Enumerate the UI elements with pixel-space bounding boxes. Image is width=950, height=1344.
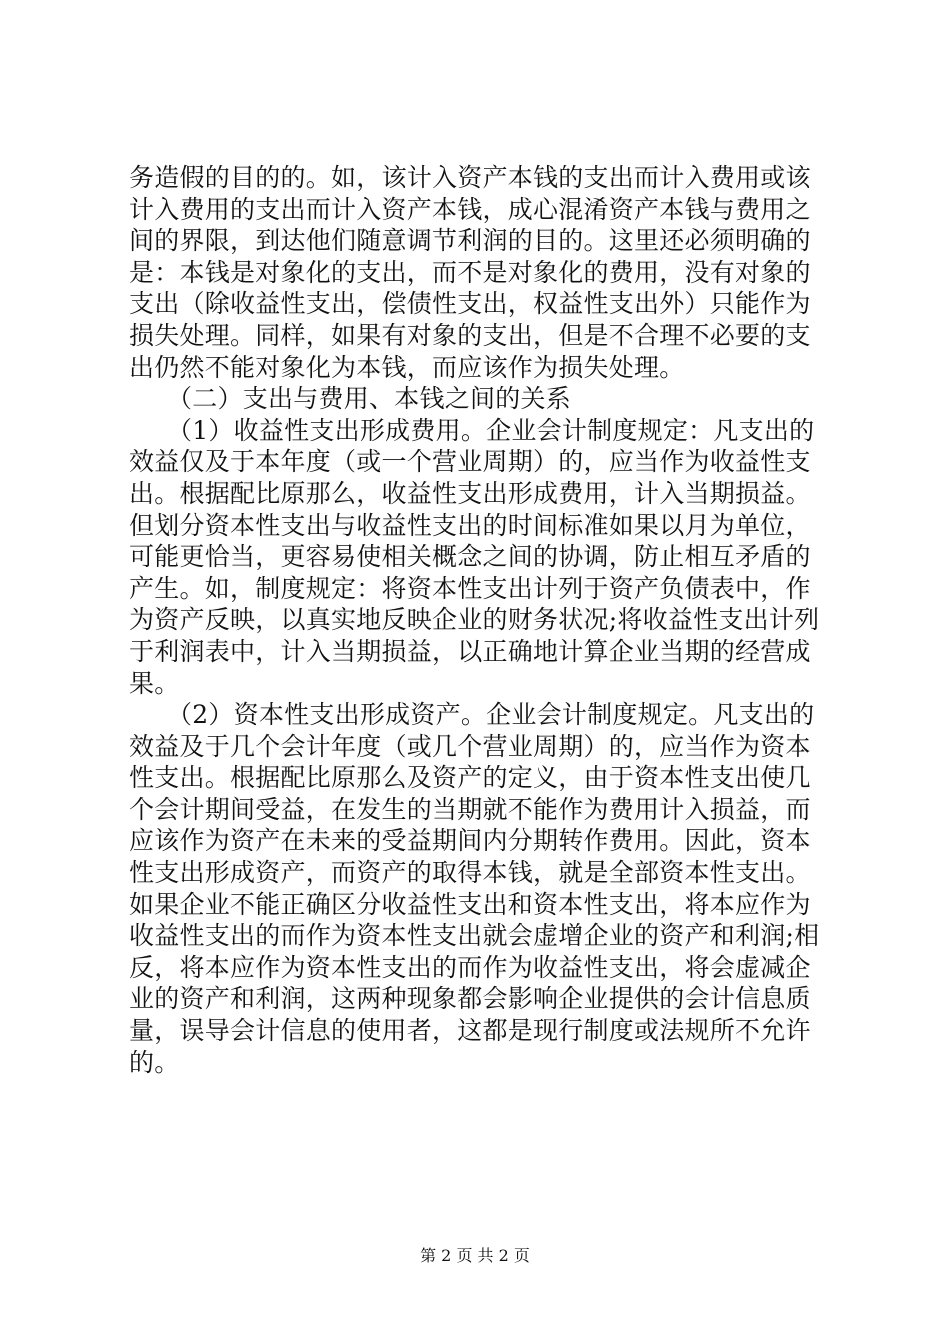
- text-line: 可能更恰当，更容易使相关概念之间的协调，防止相互矛盾的: [129, 542, 811, 572]
- text-line: 效益仅及于本年度（或一个营业周期）的，应当作为收益性支: [129, 447, 811, 477]
- text-line: 为资产反映，以真实地反映企业的财务状况;将收益性支出计列: [129, 605, 820, 635]
- section-heading: （二）支出与费用、本钱之间的关系: [129, 384, 572, 414]
- text-line: 量，误导会计信息的使用者，这都是现行制度或法规所不允许: [129, 1016, 811, 1046]
- text-line: 个会计期间受益，在发生的当期就不能作为费用计入损益，而: [129, 794, 811, 824]
- text-line: 出。根据配比原那么，收益性支出形成费用，计入当期损益。: [129, 478, 811, 508]
- text-line: 收益性支出的而作为资本性支出就会虚增企业的资产和利润;相: [129, 921, 820, 951]
- text-line: 业的资产和利润，这两种现象都会影响企业提供的会计信息质: [129, 984, 811, 1014]
- text-line: 损失处理。同样，如果有对象的支出，但是不合理不必要的支: [129, 320, 811, 350]
- text-line: 产生。如，制度规定：将资本性支出计列于资产负债表中，作: [129, 573, 811, 603]
- page-number: 第 2 页 共 2 页: [420, 1246, 530, 1265]
- body-text: [129, 162, 831, 1078]
- text-line: 支出（除收益性支出，偿债性支出，权益性支出外）只能作为: [129, 289, 811, 319]
- text-line: （2）资本性支出形成资产。企业会计制度规定。凡支出的: [129, 700, 815, 730]
- text-line: 计入费用的支出而计入资产本钱，成心混淆资产本钱与费用之: [129, 194, 811, 224]
- text-line: （1）收益性支出形成费用。企业会计制度规定：凡支出的: [129, 415, 815, 445]
- text-line: 性支出。根据配比原那么及资产的定义，由于资本性支出使几: [129, 763, 811, 793]
- page-footer: [0, 1246, 950, 1266]
- text-line: 应该作为资产在未来的受益期间内分期转作费用。因此，资本: [129, 826, 811, 856]
- text-line: 反，将本应作为资本性支出的而作为收益性支出，将会虚减企: [129, 952, 811, 982]
- text-line: 务造假的目的的。如，该计入资产本钱的支出而计入费用或该: [129, 163, 811, 192]
- text-line: 的。: [129, 1047, 180, 1077]
- text-line: 效益及于几个会计年度（或几个营业周期）的，应当作为资本: [129, 731, 811, 761]
- text-line: 是：本钱是对象化的支出，而不是对象化的费用，没有对象的: [129, 257, 811, 287]
- text-line: 果。: [129, 668, 180, 698]
- text-line: 于利润表中，计入当期损益，以正确地计算企业当期的经营成: [129, 636, 811, 666]
- text-line: 性支出形成资产，而资产的取得本钱，就是全部资本性支出。: [129, 858, 811, 888]
- text-line: 但划分资本性支出与收益性支出的时间标准如果以月为单位，: [129, 510, 811, 540]
- text-line: 间的界限，到达他们随意调节利润的目的。这里还必须明确的: [129, 226, 811, 256]
- text-line: 如果企业不能正确区分收益性支出和资本性支出，将本应作为: [129, 889, 811, 919]
- text-line: 出仍然不能对象化为本钱，而应该作为损失处理。: [129, 352, 685, 382]
